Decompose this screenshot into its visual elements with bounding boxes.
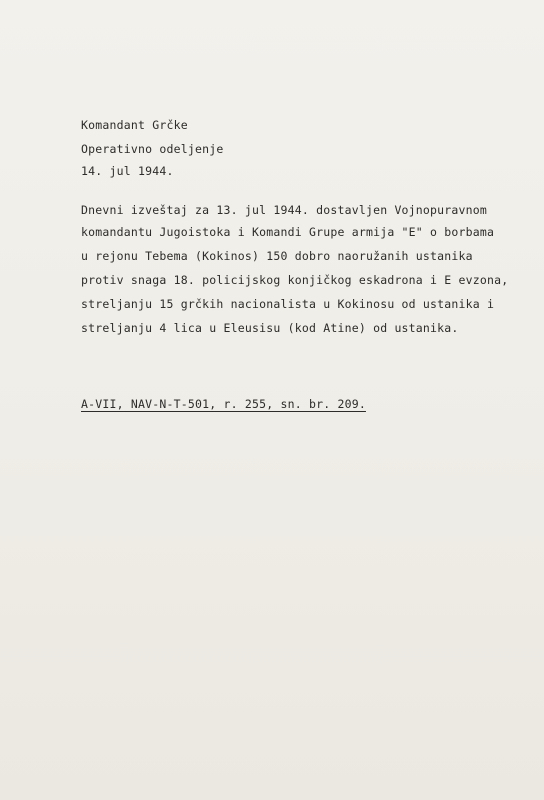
- bleed-through-shadow: [81, 380, 501, 530]
- date-line: 14. jul 1944.: [81, 164, 174, 178]
- body-line-2: komandantu Jugoistoka i Komandi Grupe armija "E" o borbama: [81, 225, 495, 239]
- body-line-4: protiv snaga 18. policijskog konjičkog eskadrona i E evzona,: [81, 273, 509, 287]
- body-line-1: Dnevni izveštaj za 13. jul 1944. dostavljen Vojnopuravnom: [81, 203, 488, 217]
- archive-reference: A-VII, NAV-N-T-501, r. 255, sn. br. 209.: [81, 397, 366, 411]
- department-line: Operativno odeljenje: [81, 142, 224, 156]
- body-line-5: streljanju 15 grčkih nacionalista u Kokinosu od ustanika i: [81, 297, 495, 311]
- body-line-3: u rejonu Tebema (Kokinos) 150 dobro naoružanih ustanika: [81, 249, 473, 263]
- sender-line: Komandant Grčke: [81, 118, 188, 132]
- body-line-6: streljanju 4 lica u Eleusisu (kod Atine) od ustanika.: [81, 321, 459, 335]
